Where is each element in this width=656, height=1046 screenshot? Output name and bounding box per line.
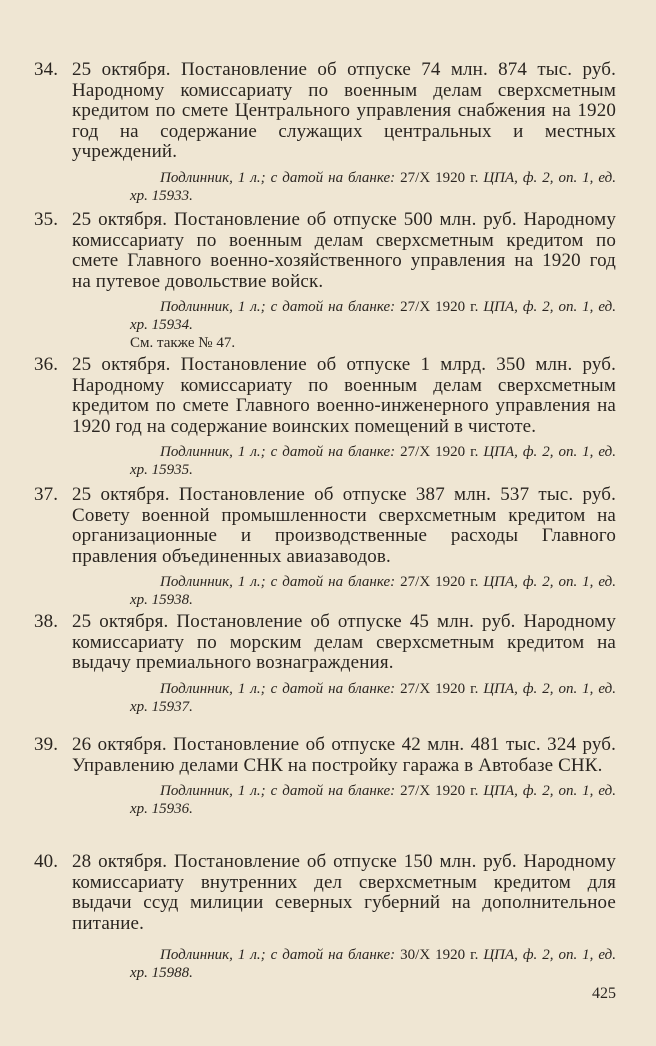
source-note [34, 573, 616, 609]
source-archive: ЦПА, ф. 2, оп. 1, ед. хр. 15936. [130, 783, 617, 817]
source-prefix: Подлинник, 1 л.; с датой на бланке: [160, 947, 396, 963]
source-archive: ЦПА, ф. 2, оп. 1, ед. хр. 15937. [130, 680, 617, 715]
entry-text [34, 735, 616, 776]
source-archive: ЦПА, ф. 2, оп. 1, ед. хр. 15933. [130, 169, 617, 204]
source-note [34, 946, 616, 982]
source-prefix: Подлинник, 1 л.; с датой на бланке: [160, 574, 396, 590]
entry-text [34, 852, 616, 934]
entry-body: 25 октября. Постановление об отпуске 74 млн. 874 тыс. руб. Народному комиссариату по военным делам сверхсметным кредитом по смете Центрального управления снабжения на 1920 год на содержание служащих центральных и местных учреждений. [72, 59, 616, 162]
entry-40 [34, 852, 616, 982]
entry-body: 25 октября. Постановление об отпуске 500 млн. руб. Народному комиссариату по военным делам сверхсметным кредитом по смете Главного военно-хозяйственного управления на 1920 год на путевое довольствие войск. [72, 209, 616, 292]
source-note [34, 443, 616, 479]
source-prefix: Подлинник, 1 л.; с датой на бланке: [160, 444, 396, 460]
see-also-note: См. также № 47. [130, 335, 236, 351]
source-prefix: Подлинник, 1 л.; с датой на бланке: [160, 169, 396, 186]
source-date: 27/X 1920 г. [400, 299, 479, 315]
entry-38 [34, 612, 616, 716]
source-archive: ЦПА, ф. 2, оп. 1, ед. хр. 15938. [130, 574, 617, 608]
source-prefix: Подлинник, 1 л.; с датой на бланке: [160, 783, 396, 799]
source-note [34, 680, 616, 716]
entry-body: 28 октября. Постановление об отпуске 150 млн. руб. Народному комиссариату внутренних дел сверхсметным кредитом для выдачи ссуд милиции северных губерний на дополнительное питание. [72, 851, 616, 934]
entry-body: 25 октября. Постановление об отпуске 1 млрд. 350 млн. руб. Народному комиссариату по военным делам сверхсметным кредитом по смете Главного военно-инженерного управления на 1920 год на содержание воинских помещений в чистоте. [72, 354, 616, 437]
source-date: 27/X 1920 г. [400, 680, 479, 697]
entry-number: 35. [34, 209, 59, 230]
entry-number: 36. [34, 354, 59, 375]
entry-number: 39. [34, 734, 59, 755]
source-prefix: Подлинник, 1 л.; с датой на бланке: [160, 299, 396, 315]
source-archive: ЦПА, ф. 2, оп. 1, ед. хр. 15988. [130, 947, 617, 981]
entry-body: 26 октября. Постановление об отпуске 42 млн. 481 тыс. 324 руб. Управлению делами СНК на постройку гаража в Автобазе СНК. [72, 734, 616, 776]
entry-number: 37. [34, 484, 59, 505]
entry-text [34, 355, 616, 437]
source-date: 27/X 1920 г. [400, 169, 479, 186]
source-archive: ЦПА, ф. 2, оп. 1, ед. хр. 15935. [130, 444, 617, 478]
entry-text [34, 612, 616, 674]
entry-39 [34, 735, 616, 818]
entry-text [34, 60, 616, 163]
source-date: 27/X 1920 г. [400, 574, 479, 590]
entry-37 [34, 485, 616, 609]
entry-35 [34, 210, 616, 352]
entry-text [34, 210, 616, 292]
source-archive: ЦПА, ф. 2, оп. 1, ед. хр. 15934. [130, 299, 617, 333]
entry-36 [34, 355, 616, 479]
page-number: 425 [592, 985, 616, 1002]
source-note [34, 298, 616, 334]
source-prefix: Подлинник, 1 л.; с датой на бланке: [160, 680, 396, 697]
source-note [34, 782, 616, 818]
entry-34 [34, 60, 616, 205]
entry-body: 25 октября. Постановление об отпуске 45 млн. руб. Народному комиссариату по морским делам сверхсметным кредитом на выдачу премиального вознаграждения. [72, 611, 616, 673]
source-date: 27/X 1920 г. [400, 444, 479, 460]
source-date: 30/X 1920 г. [400, 947, 479, 963]
source-date: 27/X 1920 г. [400, 783, 479, 799]
entry-number: 40. [34, 851, 59, 872]
entry-body: 25 октября. Постановление об отпуске 387 млн. 537 тыс. руб. Совету военной промышленности сверхсметным кредитом на организационные и производственные расходы Главного правления объединенных авиазаводов. [72, 484, 616, 567]
entry-text [34, 485, 616, 567]
entry-number: 38. [34, 611, 59, 632]
entry-number: 34. [34, 59, 59, 80]
source-note [34, 169, 616, 205]
